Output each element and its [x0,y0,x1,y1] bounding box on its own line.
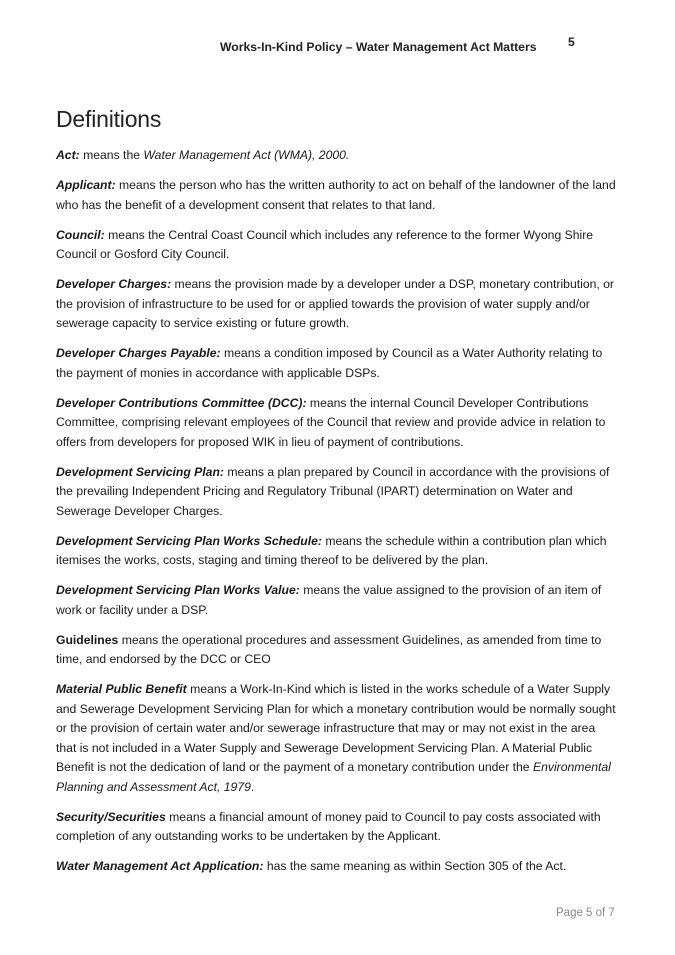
definition-item [56,275,618,334]
definition-text: means the value assigned to the provision of an item of work or facility under a DSP. [56,583,602,617]
definition-term: Developer Contributions Committee (DCC): [56,395,307,410]
definition-text: means the [79,148,144,162]
definition-text: . [250,779,255,794]
definition-term: Development Servicing Plan: [56,464,224,479]
definition-term: Developer Charges: [56,277,172,291]
definition-item [56,226,618,265]
definition-term: Applicant: [56,178,116,192]
definition-text: means a condition imposed by Council as a Water Authority relating to the payment of monies in accordance with applicable DSPs. [56,346,603,380]
definition-text: means the Central Coast Council which includes any reference to the former Wyong Shire Council or Gosford City Council. [56,227,594,261]
definition-text: means a Work-In-Kind which is listed in the works schedule of a Water Supply and Sewerage Development Servicing Plan for which a monetary contribution would be normally sought or the provision of certain water and/or sewerage infrastructure that may or may not exist in the area that is not included in a Water Supply and Sewerage Development Servicing Plan. A Material Public Benefit is not the dedication of land or the payment of a monetary contribution under the [56,682,616,774]
definition-item [56,631,618,670]
definition-item [56,808,618,847]
definition-text: Environmental Planning and Assessment Act, 1979 [56,760,611,794]
definition-term: Council: [56,227,105,242]
definition-text: means the operational procedures and assessment Guidelines, as amended from time to time, and endorsed by the DCC or CEO [56,632,602,666]
definition-text: means the internal Council Developer Contributions Committee, comprising relevant employees of the Council that review and provide advice in relation to offers from developers for proposed WIK in lieu of payment of contributions. [56,395,606,449]
definition-text: means the provision made by a developer under a DSP, monetary contribution, or the provision of infrastructure to be used for or applied towards the provision of water supply and/or sewerage capacity to service existing or future growth. [56,277,614,330]
definition-text: means the person who has the written authority to act on behalf of the landowner of the land who has the benefit of a development consent that relates to that land. [56,178,616,212]
definition-text: has the same meaning as within Section 305 of the Act. [263,859,567,873]
definition-term: Development Servicing Plan Works Schedule: [56,533,322,548]
definition-item [56,680,618,797]
definition-text: means the schedule within a contribution plan which itemises the works, costs, staging and timing thereof to be delivered by the plan. [56,533,607,567]
definition-item [56,176,618,215]
definition-term: Development Servicing Plan Works Value: [56,583,300,597]
definition-text: means a financial amount of money paid to Council to pay costs associated with completion of any outstanding works to be undertaken by the Applicant. [56,809,601,843]
definition-term: Developer Charges Payable: [56,346,221,360]
definition-item [56,146,618,166]
header-title: Works-In-Kind Policy – Water Management Act Matters [220,40,537,54]
definition-term: Act: [56,148,80,162]
section-heading: Definitions [56,106,162,132]
definition-term: Guidelines [56,632,119,647]
header-page-number: 5 [568,35,575,49]
definition-term: Security/Securities [56,809,166,824]
page-footer: Page 5 of 7 [556,907,615,919]
definition-term: Material Public Benefit [56,682,187,696]
definition-item [56,532,618,571]
definition-item [56,581,618,620]
definition-item [56,463,618,522]
definition-item [56,344,618,383]
definition-item [56,857,618,877]
definition-text: Water Management Act (WMA), 2000. [143,148,350,162]
definitions-list [56,146,618,887]
definition-item [56,394,618,453]
definition-text: means a plan prepared by Council in accordance with the provisions of the prevailing Independent Pricing and Regulatory Tribunal (IPART) determination on Water and Sewerage Developer Charges. [56,464,610,518]
definition-term: Water Management Act Application: [56,859,264,873]
